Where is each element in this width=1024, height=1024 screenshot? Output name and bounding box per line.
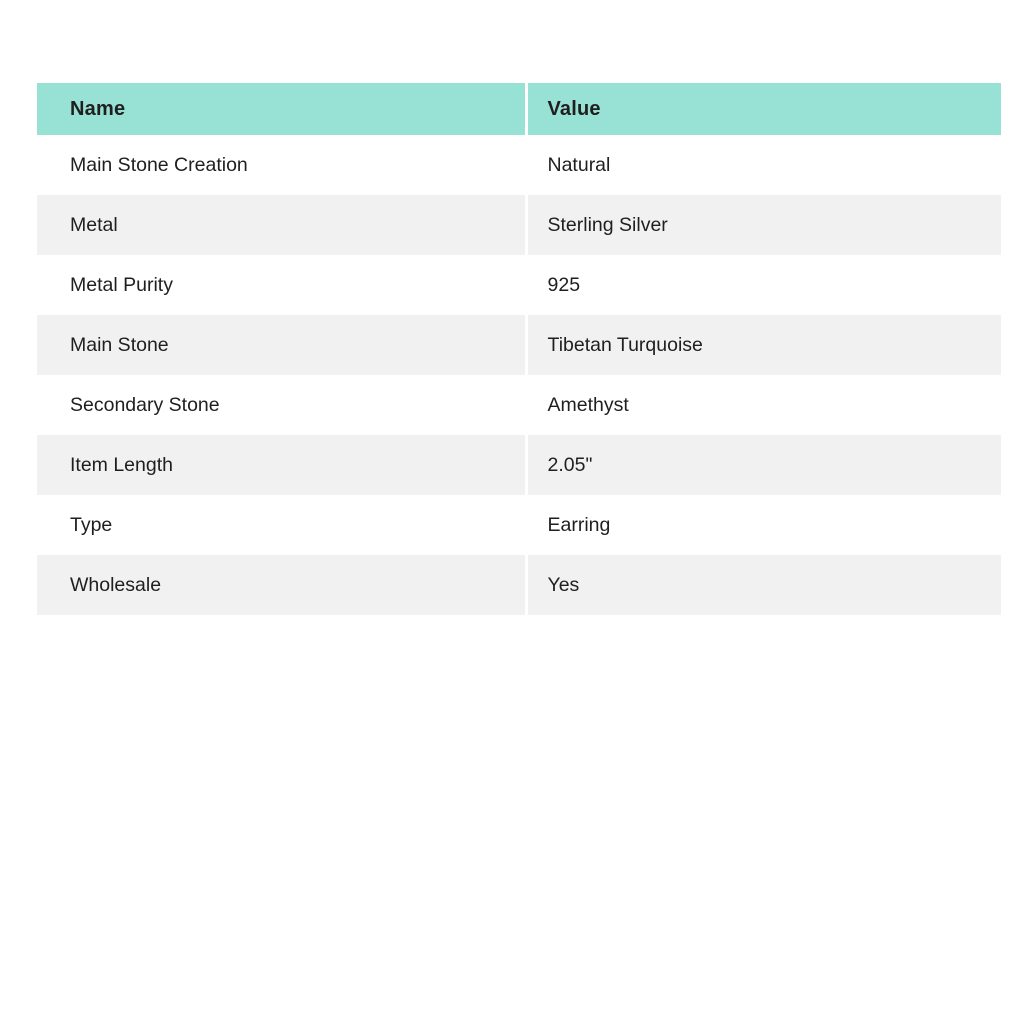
attr-value: Amethyst: [526, 375, 1001, 435]
table-row: [37, 315, 1001, 375]
header-row: [37, 83, 1001, 135]
table-row: [37, 375, 1001, 435]
attr-name: Wholesale: [37, 555, 526, 615]
attr-value: Sterling Silver: [526, 195, 1001, 255]
table-row: [37, 255, 1001, 315]
attr-name: Secondary Stone: [37, 375, 526, 435]
attr-value: Earring: [526, 495, 1001, 555]
attr-name: Type: [37, 495, 526, 555]
table-row: [37, 495, 1001, 555]
spec-table: [37, 83, 1001, 615]
spec-table-header: [37, 83, 1001, 135]
attr-value: 925: [526, 255, 1001, 315]
attr-name: Metal Purity: [37, 255, 526, 315]
header-value: Value: [526, 83, 1001, 135]
table-row: [37, 435, 1001, 495]
table-row: [37, 555, 1001, 615]
spec-table-body: [37, 135, 1001, 615]
table-row: [37, 195, 1001, 255]
attr-name: Metal: [37, 195, 526, 255]
table-row: [37, 135, 1001, 195]
attr-value: Yes: [526, 555, 1001, 615]
attr-value: Natural: [526, 135, 1001, 195]
attr-value: 2.05": [526, 435, 1001, 495]
attr-name: Main Stone Creation: [37, 135, 526, 195]
attr-name: Item Length: [37, 435, 526, 495]
header-name: Name: [37, 83, 526, 135]
attr-name: Main Stone: [37, 315, 526, 375]
attr-value: Tibetan Turquoise: [526, 315, 1001, 375]
